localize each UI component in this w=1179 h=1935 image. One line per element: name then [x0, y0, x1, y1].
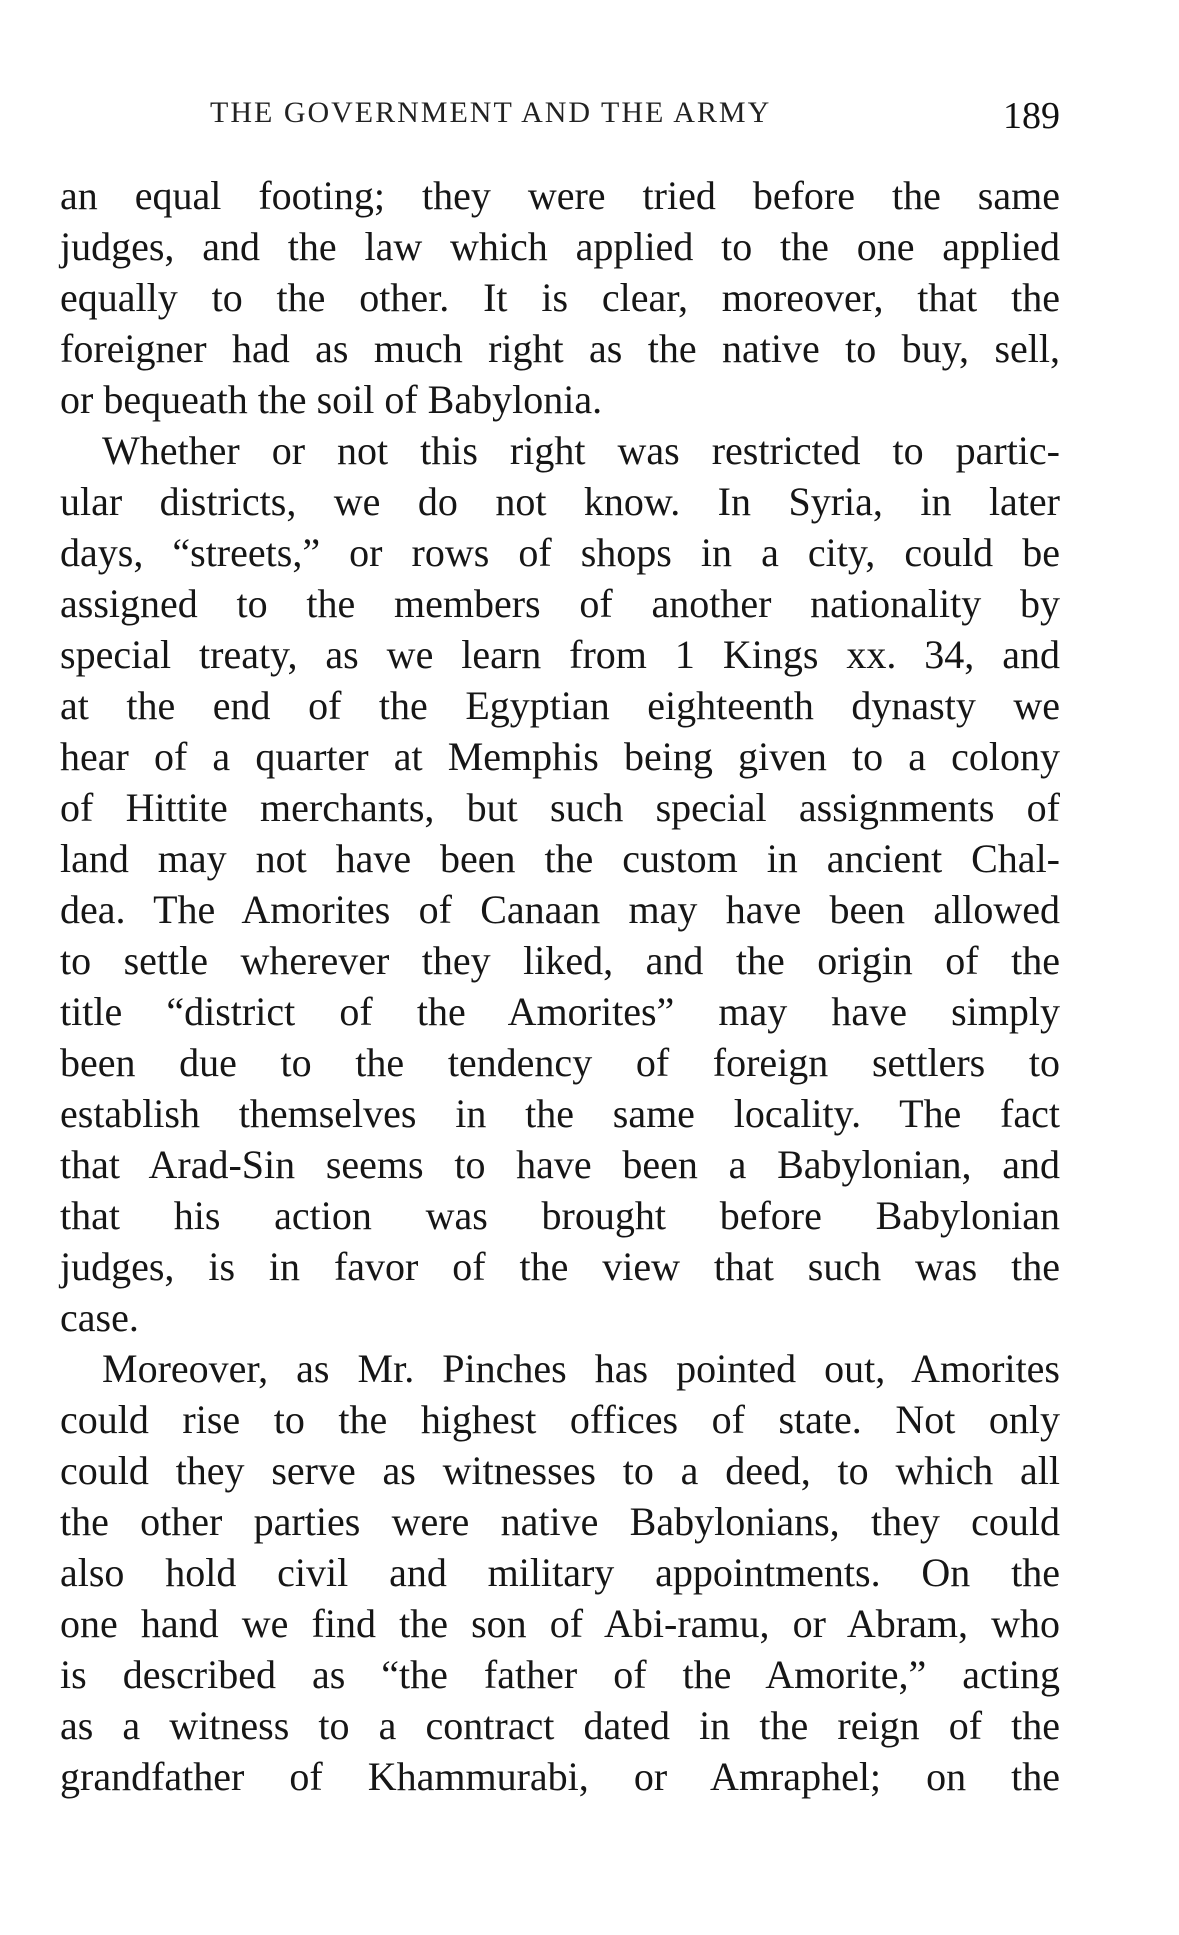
- text-line: or bequeath the soil of Babylonia.: [60, 377, 603, 422]
- text-line: hear of a quarter at Memphis being given to a colony: [60, 734, 1060, 779]
- text-line: ular districts, we do not know. In Syria, in later: [60, 479, 1060, 524]
- text-line: Moreover, as Mr. Pinches has pointed out, Amorites: [102, 1346, 1060, 1391]
- text-line: title “district of the Amorites” may have simply: [60, 989, 1060, 1034]
- paragraph-3: [60, 1343, 1060, 1802]
- text-line: land may not have been the custom in ancient Chal-: [60, 836, 1060, 881]
- text-line: establish themselves in the same locality. The fact: [60, 1091, 1060, 1136]
- text-line: could rise to the highest offices of state. Not only: [60, 1397, 1060, 1442]
- text-line: grandfather of Khammurabi, or Amraphel; on the: [60, 1754, 1060, 1799]
- text-line: that Arad-Sin seems to have been a Babylonian, and: [60, 1142, 1060, 1187]
- text-line: judges, and the law which applied to the one applied: [60, 224, 1060, 269]
- text-line: as a witness to a contract dated in the reign of the: [60, 1703, 1060, 1748]
- text-line: could they serve as witnesses to a deed, to which all: [60, 1448, 1060, 1493]
- text-line: assigned to the members of another nationality by: [60, 581, 1060, 626]
- text-line: that his action was brought before Babylonian: [60, 1193, 1060, 1238]
- text-line: judges, is in favor of the view that such was the: [60, 1244, 1060, 1289]
- text-line: Whether or not this right was restricted to partic-: [102, 428, 1060, 473]
- text-line: of Hittite merchants, but such special assignments of: [60, 785, 1060, 830]
- paragraph-2: [60, 425, 1060, 1343]
- paragraph-1: [60, 170, 1060, 425]
- text-line: foreigner had as much right as the native to buy, sell,: [60, 326, 1060, 371]
- page-number: 189: [1003, 95, 1060, 137]
- running-head: [60, 96, 1060, 146]
- body-text: [60, 170, 1060, 1802]
- text-line: to settle wherever they liked, and the origin of the: [60, 938, 1060, 983]
- text-line: dea. The Amorites of Canaan may have been allowed: [60, 887, 1060, 932]
- text-line: one hand we find the son of Abi-ramu, or Abram, who: [60, 1601, 1060, 1646]
- text-line: also hold civil and military appointments. On the: [60, 1550, 1060, 1595]
- running-title: THE GOVERNMENT AND THE ARMY: [210, 96, 772, 129]
- text-line: days, “streets,” or rows of shops in a city, could be: [60, 530, 1060, 575]
- text-line: case.: [60, 1295, 139, 1340]
- text-line: an equal footing; they were tried before the same: [60, 173, 1060, 218]
- text-line: the other parties were native Babylonians, they could: [60, 1499, 1060, 1544]
- text-line: been due to the tendency of foreign settlers to: [60, 1040, 1060, 1085]
- text-line: equally to the other. It is clear, moreover, that the: [60, 275, 1060, 320]
- text-line: at the end of the Egyptian eighteenth dynasty we: [60, 683, 1060, 728]
- text-line: is described as “the father of the Amorite,” acting: [60, 1652, 1060, 1697]
- text-line: special treaty, as we learn from 1 Kings xx. 34, and: [60, 632, 1060, 677]
